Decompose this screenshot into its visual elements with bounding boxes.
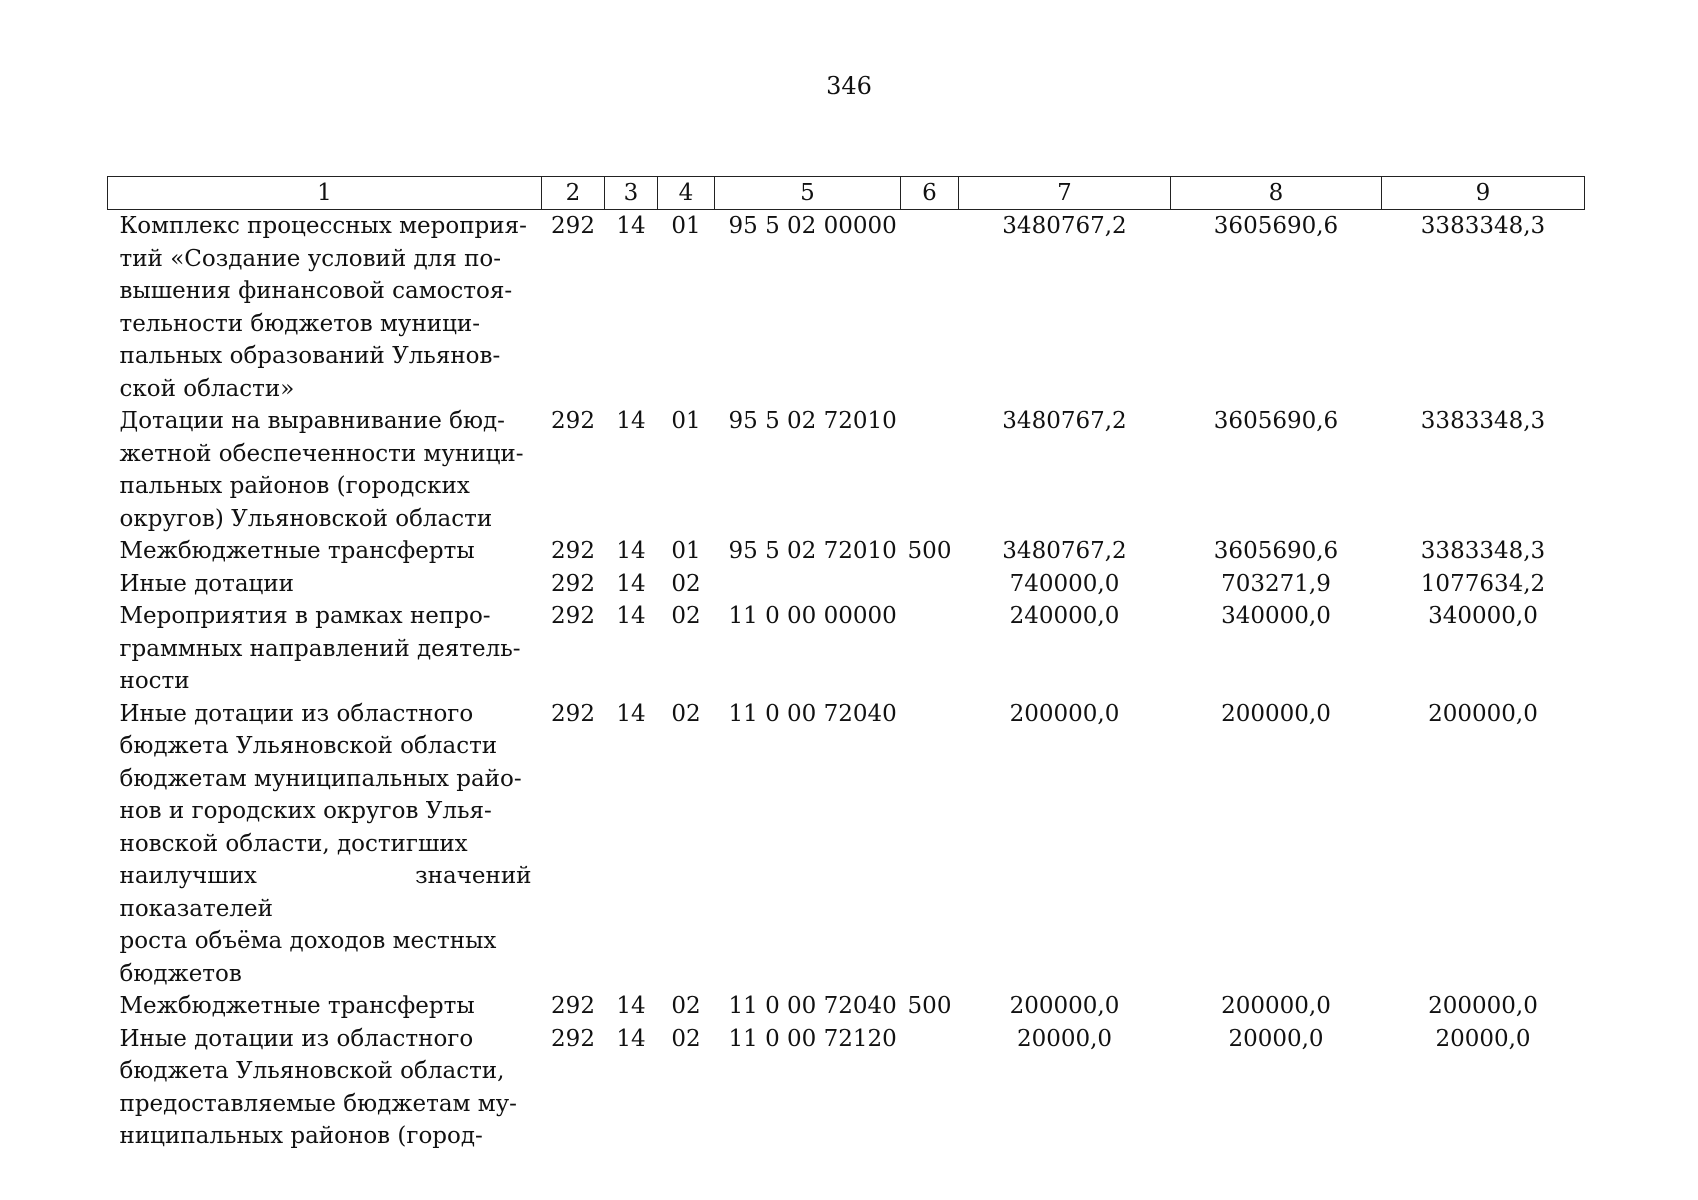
cell-name-line: Иные дотации — [119, 570, 295, 597]
cell-name-line: Мероприятия в рамках непро- — [119, 603, 491, 629]
cell-name — [108, 990, 542, 1023]
cell-name-line: граммных направлений деятель- — [119, 635, 521, 662]
cell-section: 14 — [616, 213, 646, 239]
header-col-5: 5 — [715, 177, 901, 210]
cell-subsection: 01 — [671, 538, 701, 564]
header-col-1: 1 — [108, 177, 542, 210]
table-row — [108, 990, 1585, 1023]
table-row — [108, 535, 1585, 568]
cell-amount-9: 3383348,3 — [1420, 408, 1546, 434]
header-col-4: 4 — [658, 177, 715, 210]
cell-name-line: Комплекс процессных мероприя- — [119, 213, 527, 239]
cell-amount-9: 3383348,3 — [1420, 213, 1546, 239]
table-body — [108, 210, 1585, 1153]
cell-subsection: 01 — [671, 408, 701, 434]
cell-name-line: Иные дотации из областного — [119, 700, 474, 727]
cell-admin-code: 292 — [551, 603, 595, 629]
cell-subsection: 02 — [671, 993, 701, 1019]
cell-amount-7: 200000,0 — [1009, 993, 1120, 1019]
header-col-3: 3 — [605, 177, 658, 210]
cell-amount-7: 240000,0 — [1009, 603, 1120, 629]
cell-name-line: ской области» — [119, 375, 295, 402]
cell-name-line: жетной обеспеченности муници- — [119, 440, 524, 467]
cell-amount-8: 703271,9 — [1221, 570, 1331, 597]
cell-name-line: Дотации на выравнивание бюд- — [119, 408, 505, 434]
cell-name-line: бюджетам муниципальных райо- — [119, 765, 522, 792]
cell-section: 14 — [616, 700, 646, 727]
cell-amount-8: 200000,0 — [1221, 993, 1331, 1019]
cell-target-code: 11 0 00 72120 — [728, 1025, 897, 1052]
cell-amount-8: 3605690,6 — [1213, 408, 1339, 434]
cell-name — [108, 210, 542, 406]
cell-section: 14 — [616, 538, 646, 564]
budget-table — [107, 176, 1585, 1153]
header-col-2: 2 — [542, 177, 605, 210]
cell-name — [108, 405, 542, 535]
cell-amount-8: 340000,0 — [1221, 603, 1331, 629]
cell-name-line: округов) Ульяновской области — [119, 505, 493, 532]
cell-name-line: Межбюджетные трансферты — [119, 538, 475, 564]
header-row — [108, 177, 1585, 210]
cell-target-code: 95 5 02 72010 — [728, 538, 897, 564]
cell-amount-7: 3480767,2 — [1002, 213, 1127, 239]
cell-expense-type — [901, 568, 959, 601]
cell-subsection: 02 — [671, 570, 701, 597]
cell-amount-9: 200000,0 — [1428, 993, 1538, 1019]
cell-amount-7: 740000,0 — [1009, 570, 1120, 597]
cell-admin-code: 292 — [551, 700, 595, 727]
table-row — [108, 600, 1585, 698]
cell-target-code: 11 0 00 00000 — [728, 603, 897, 629]
cell-name — [108, 568, 542, 601]
cell-name — [108, 1023, 542, 1153]
cell-target-code — [715, 568, 901, 601]
cell-amount-9: 340000,0 — [1428, 603, 1538, 629]
cell-section: 14 — [616, 603, 646, 629]
cell-name-line: предоставляемые бюджетам му- — [119, 1090, 517, 1117]
header-col-8: 8 — [1171, 177, 1382, 210]
cell-subsection: 02 — [671, 603, 701, 629]
cell-section: 14 — [616, 570, 646, 597]
cell-target-code: 11 0 00 72040 — [728, 700, 897, 727]
cell-amount-7: 3480767,2 — [1002, 538, 1127, 564]
cell-section: 14 — [616, 408, 646, 434]
cell-target-code: 95 5 02 00000 — [728, 213, 897, 239]
header-col-9: 9 — [1382, 177, 1585, 210]
cell-name-line: роста объёма доходов местных — [119, 928, 497, 954]
cell-section: 14 — [616, 993, 646, 1019]
cell-name — [108, 535, 542, 568]
cell-expense-type: 500 — [907, 993, 952, 1019]
cell-name-line: вышения финансовой самостоя- — [119, 278, 513, 304]
cell-amount-7: 20000,0 — [1016, 1025, 1113, 1052]
cell-expense-type — [901, 698, 959, 991]
cell-name-line: пальных образований Ульянов- — [119, 343, 501, 369]
cell-name-line: нов и городских округов Улья- — [119, 798, 492, 824]
cell-name-line: тий «Создание условий для по- — [119, 245, 502, 272]
cell-admin-code: 292 — [551, 993, 595, 1019]
cell-amount-8: 3605690,6 — [1213, 213, 1339, 239]
cell-name-line: Межбюджетные трансферты — [119, 993, 475, 1019]
cell-amount-9: 3383348,3 — [1420, 538, 1546, 564]
cell-amount-7: 200000,0 — [1009, 700, 1120, 727]
table-row — [108, 1023, 1585, 1153]
header-col-7: 7 — [959, 177, 1171, 210]
cell-expense-type — [901, 210, 959, 406]
cell-name-line: новской области, достигших — [119, 830, 468, 857]
cell-admin-code: 292 — [551, 1025, 595, 1052]
cell-amount-9: 1077634,2 — [1420, 570, 1546, 597]
cell-section: 14 — [616, 1025, 646, 1052]
cell-amount-8: 3605690,6 — [1213, 538, 1339, 564]
cell-name-line: ности — [119, 668, 190, 694]
cell-admin-code: 292 — [551, 408, 595, 434]
cell-amount-8: 20000,0 — [1228, 1025, 1324, 1052]
cell-expense-type — [901, 1023, 959, 1153]
cell-name-line: ниципальных районов (город- — [119, 1123, 483, 1149]
cell-admin-code: 292 — [551, 538, 595, 564]
header-col-6: 6 — [901, 177, 959, 210]
cell-admin-code: 292 — [551, 570, 595, 597]
cell-name-line: тельности бюджетов муници- — [119, 310, 480, 337]
cell-expense-type — [901, 405, 959, 535]
cell-subsection: 02 — [671, 1025, 701, 1052]
cell-name-line: бюджетов — [119, 960, 242, 987]
cell-subsection: 02 — [671, 700, 701, 727]
cell-name-line: наилучших значений показателей — [119, 863, 532, 922]
table-row — [108, 210, 1585, 406]
table-row — [108, 698, 1585, 991]
cell-target-code: 95 5 02 72010 — [728, 408, 897, 434]
cell-subsection: 01 — [671, 213, 701, 239]
cell-expense-type — [901, 600, 959, 698]
cell-admin-code: 292 — [551, 213, 595, 239]
table-row — [108, 405, 1585, 535]
cell-expense-type: 500 — [907, 538, 952, 564]
cell-name — [108, 600, 542, 698]
cell-name-line: пальных районов (городских — [119, 473, 470, 499]
cell-amount-8: 200000,0 — [1221, 700, 1331, 727]
cell-name — [108, 698, 542, 991]
cell-amount-9: 200000,0 — [1428, 700, 1538, 727]
cell-target-code: 11 0 00 72040 — [728, 993, 897, 1019]
cell-name-line: бюджета Ульяновской области, — [119, 1058, 505, 1084]
cell-name-line: бюджета Ульяновской области — [119, 733, 498, 759]
cell-amount-7: 3480767,2 — [1002, 408, 1127, 434]
page-number: 346 — [826, 72, 872, 100]
cell-name-line: Иные дотации из областного — [119, 1025, 474, 1052]
cell-amount-9: 20000,0 — [1435, 1025, 1531, 1052]
table-row — [108, 568, 1585, 601]
